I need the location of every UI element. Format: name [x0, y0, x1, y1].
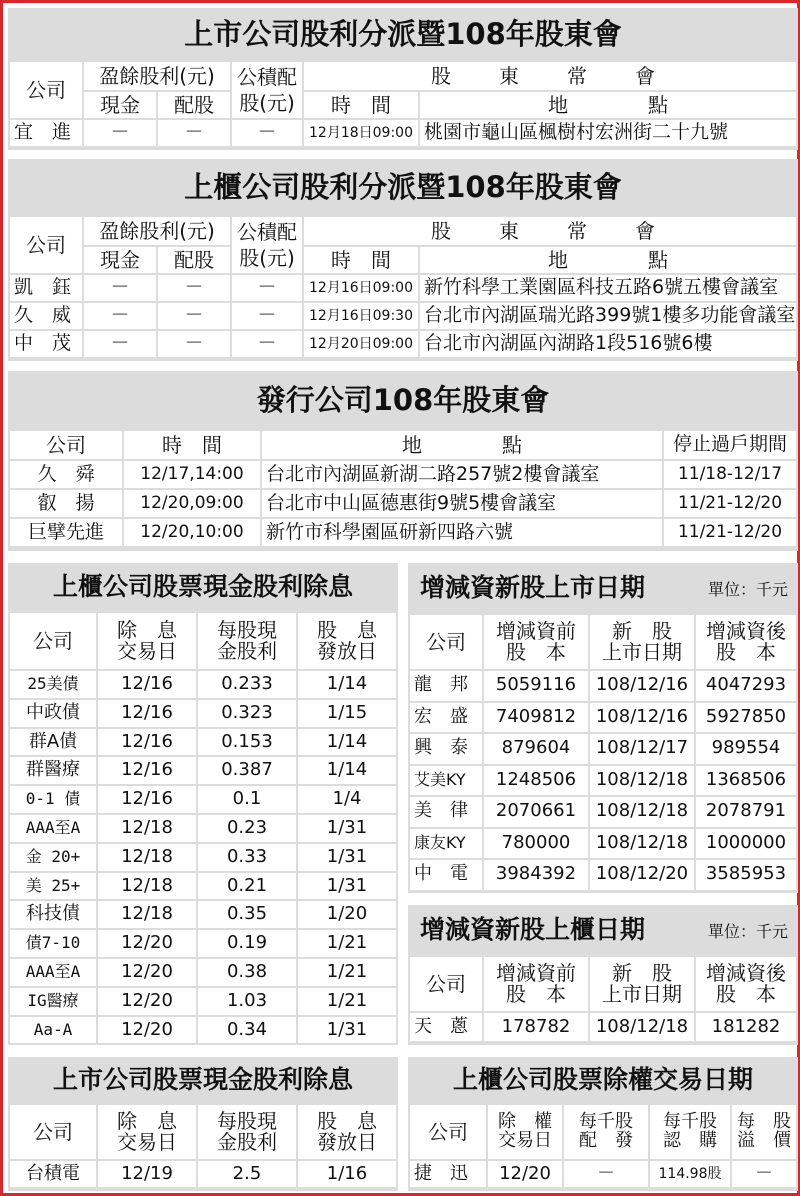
table-row — [10, 988, 396, 1015]
company-name: 中 電 — [410, 860, 482, 890]
meeting-time: 12月20日09:00 — [304, 331, 418, 357]
table-row — [10, 729, 396, 756]
header-company: 公司 — [410, 957, 482, 1011]
listed-meetings-section — [8, 8, 798, 150]
cash-value: － — [84, 303, 156, 329]
meeting-time: 12月16日09:30 — [304, 303, 418, 329]
header-before: 增減資前 股 本 — [484, 615, 588, 669]
company-name: AAA至A — [10, 815, 96, 842]
header-capital-reserve: 公積配股(元) — [232, 62, 302, 118]
table-row — [10, 757, 396, 784]
table-row — [410, 1013, 796, 1041]
capital-before: 3984392 — [484, 860, 588, 890]
dps-value: 0.233 — [198, 671, 296, 698]
table-row — [410, 829, 796, 859]
meeting-time: 12/17,14:00 — [124, 461, 260, 488]
table-row — [10, 331, 796, 357]
table-row — [10, 815, 396, 842]
table-row — [10, 490, 796, 517]
header-pay-date: 股 息 發放日 — [298, 1105, 396, 1159]
header-pay-date: 股 息 發放日 — [298, 613, 396, 669]
ex-date: 12/20 — [98, 930, 196, 957]
stock-value: － — [158, 303, 230, 329]
ex-date: 12/18 — [98, 901, 196, 928]
dps-value: 0.1 — [198, 786, 296, 813]
halt-period: 11/18-12/17 — [664, 461, 796, 488]
pay-date: 1/15 — [298, 700, 396, 727]
otc-cash-dividend-section — [8, 563, 398, 1045]
header-stock: 配股 — [158, 247, 230, 273]
listing-date: 108/12/16 — [590, 671, 694, 701]
ex-rights-date: 12/20 — [488, 1161, 562, 1187]
meeting-place: 台北市中山區德惠街9號5樓會議室 — [262, 490, 662, 517]
company-name: 美 律 — [410, 797, 482, 827]
table-row — [10, 901, 396, 928]
company-name: 美 25+ — [10, 873, 96, 900]
dps-value: 0.387 — [198, 757, 296, 784]
otc-rights-table — [408, 1103, 798, 1189]
header-company: 公司 — [10, 431, 122, 459]
stock-value: － — [158, 120, 230, 146]
company-name: 捷 迅 — [410, 1161, 486, 1187]
header-time: 時 間 — [124, 431, 260, 459]
header-after: 增減資後 股 本 — [696, 615, 796, 669]
header-company: 公司 — [410, 1105, 486, 1159]
company-name: 科技債 — [10, 901, 96, 928]
header-earnings-dividend: 盈餘股利(元) — [84, 62, 230, 90]
dps-value: 1.03 — [198, 988, 296, 1015]
header-ex-date: 除 息 交易日 — [98, 613, 196, 669]
table-row — [410, 797, 796, 827]
meeting-place: 新竹市科學園區研新四路六號 — [262, 519, 662, 546]
header-subscription: 每千股 認 購 — [650, 1105, 730, 1159]
ex-date: 12/16 — [98, 786, 196, 813]
company-name: 0-1 債 — [10, 786, 96, 813]
ex-date: 12/19 — [98, 1161, 196, 1187]
header-place: 地 點 — [262, 431, 662, 459]
company-name: 艾美KY — [410, 766, 482, 796]
table-row — [10, 120, 796, 146]
header-date: 新 股 上市日期 — [590, 957, 694, 1011]
company-name: 叡 揚 — [10, 490, 122, 517]
pay-date: 1/14 — [298, 729, 396, 756]
company-name: 宏 盛 — [410, 703, 482, 733]
header-company: 公司 — [10, 62, 82, 118]
ex-date: 12/16 — [98, 700, 196, 727]
table-row — [10, 671, 396, 698]
stock-value: － — [158, 331, 230, 357]
company-name: 久 威 — [10, 303, 82, 329]
capital-after: 4047293 — [696, 671, 796, 701]
header-company: 公司 — [10, 1105, 96, 1159]
company-name: AAA至A — [10, 959, 96, 986]
header-company: 公司 — [10, 613, 96, 669]
ex-date: 12/16 — [98, 671, 196, 698]
capital-after: 1000000 — [696, 829, 796, 859]
ex-date: 12/18 — [98, 873, 196, 900]
company-name: 康友KY — [410, 829, 482, 859]
listing-date: 108/12/18 — [590, 829, 694, 859]
meeting-time: 12/20,09:00 — [124, 490, 260, 517]
dps-value: 0.323 — [198, 700, 296, 727]
header-cash: 現金 — [84, 247, 156, 273]
otc-rights-section — [408, 1057, 798, 1191]
header-place: 地 點 — [420, 92, 796, 118]
issuer-meetings-table — [8, 429, 798, 548]
header-ex-date: 除 息 交易日 — [98, 1105, 196, 1159]
ex-date: 12/16 — [98, 757, 196, 784]
table-row — [410, 766, 796, 796]
table-row — [10, 786, 396, 813]
section-title: 增減資新股上市日期 單位：千元 — [408, 563, 798, 613]
header-meeting: 股 東 常 會 — [304, 62, 796, 90]
meeting-place: 台北市內湖區瑞光路399號1樓多功能會議室 — [420, 303, 796, 329]
section-title: 增減資新股上櫃日期 單位：千元 — [408, 905, 798, 955]
listing-date: 108/12/16 — [590, 703, 694, 733]
issuer-meetings-section — [8, 371, 798, 551]
dps-value: 0.38 — [198, 959, 296, 986]
pay-date: 1/31 — [298, 1017, 396, 1044]
header-company: 公司 — [10, 217, 82, 273]
listing-date: 108/12/18 — [590, 797, 694, 827]
listing-date: 108/12/17 — [590, 734, 694, 764]
company-name: 龍 邦 — [410, 671, 482, 701]
pay-date: 1/31 — [298, 873, 396, 900]
listed-capital-change-table — [408, 613, 798, 892]
table-row — [10, 461, 796, 488]
cash-value: － — [84, 331, 156, 357]
pay-date: 1/21 — [298, 959, 396, 986]
header-stock: 配股 — [158, 92, 230, 118]
capital-before: 1248506 — [484, 766, 588, 796]
dps-value: 0.153 — [198, 729, 296, 756]
header-after: 增減資後 股 本 — [696, 957, 796, 1011]
pay-date: 1/20 — [298, 901, 396, 928]
halt-period: 11/21-12/20 — [664, 519, 796, 546]
table-row — [10, 519, 796, 546]
ex-date: 12/20 — [98, 988, 196, 1015]
table-row — [10, 303, 796, 329]
header-cash: 現金 — [84, 92, 156, 118]
company-name: 興 泰 — [410, 734, 482, 764]
reserve-value: － — [232, 275, 302, 301]
pay-date: 1/21 — [298, 988, 396, 1015]
capital-before: 178782 — [484, 1013, 588, 1041]
header-earnings-dividend: 盈餘股利(元) — [84, 217, 230, 245]
section-title: 發行公司108年股東會 — [256, 383, 550, 417]
meeting-time: 12月16日09:00 — [304, 275, 418, 301]
meeting-time: 12/20,10:00 — [124, 519, 260, 546]
header-dps: 每股現 金股利 — [198, 613, 296, 669]
pay-date: 1/14 — [298, 671, 396, 698]
table-row — [10, 700, 396, 727]
allocation-value: － — [564, 1161, 648, 1187]
ex-date: 12/20 — [98, 959, 196, 986]
table-row — [410, 671, 796, 701]
company-name: 巨擘先進 — [10, 519, 122, 546]
reserve-value: － — [232, 303, 302, 329]
pay-date: 1/21 — [298, 930, 396, 957]
subscription-value: 114.98股 — [650, 1161, 730, 1187]
table-row — [410, 734, 796, 764]
ex-date: 12/16 — [98, 729, 196, 756]
ex-date: 12/20 — [98, 1017, 196, 1044]
dps-value: 0.19 — [198, 930, 296, 957]
table-row — [410, 703, 796, 733]
otc-capital-change-section — [408, 905, 798, 1045]
capital-after: 5927850 — [696, 703, 796, 733]
capital-after: 3585953 — [696, 860, 796, 890]
reserve-value: － — [232, 120, 302, 146]
halt-period: 11/21-12/20 — [664, 490, 796, 517]
header-company: 公司 — [410, 615, 482, 669]
dps-value: 2.5 — [198, 1161, 296, 1187]
header-dps: 每股現 金股利 — [198, 1105, 296, 1159]
capital-after: 181282 — [696, 1013, 796, 1041]
listing-date: 108/12/20 — [590, 860, 694, 890]
header-capital-reserve: 公積配股(元) — [232, 217, 302, 273]
otc-meetings-table — [8, 215, 798, 359]
header-place: 地 點 — [420, 247, 796, 273]
listed-meetings-table — [8, 60, 798, 148]
dps-value: 0.33 — [198, 844, 296, 871]
company-name: Aa-A — [10, 1017, 96, 1044]
header-before: 增減資前 股 本 — [484, 957, 588, 1011]
company-name: 中 茂 — [10, 331, 82, 357]
listed-cash-dividend-section — [8, 1057, 398, 1191]
meeting-place: 桃園市龜山區楓樹村宏洲街二十九號 — [420, 120, 796, 146]
stock-value: － — [158, 275, 230, 301]
table-row — [10, 844, 396, 871]
header-allocation: 每千股 配 發 — [564, 1105, 648, 1159]
table-row — [10, 1161, 396, 1187]
header-date: 新 股 上市日期 — [590, 615, 694, 669]
ex-date: 12/18 — [98, 815, 196, 842]
dps-value: 0.35 — [198, 901, 296, 928]
meeting-time: 12月18日09:00 — [304, 120, 418, 146]
cash-value: － — [84, 120, 156, 146]
otc-cash-dividend-table — [8, 611, 398, 1045]
capital-before: 5059116 — [484, 671, 588, 701]
company-name: 群A債 — [10, 729, 96, 756]
capital-before: 879604 — [484, 734, 588, 764]
capital-before: 780000 — [484, 829, 588, 859]
section-title: 上櫃公司股票現金股利除息 — [52, 572, 353, 601]
header-ex-rights: 除 權 交易日 — [488, 1105, 562, 1159]
company-name: 台積電 — [10, 1161, 96, 1187]
header-time: 時 間 — [304, 247, 418, 273]
table-row — [410, 1161, 796, 1187]
company-name: IG醫療 — [10, 988, 96, 1015]
header-meeting: 股 東 常 會 — [304, 217, 796, 245]
header-time: 時 間 — [304, 92, 418, 118]
section-title: 上櫃公司股票除權交易日期 — [452, 1065, 753, 1094]
pay-date: 1/4 — [298, 786, 396, 813]
company-name: 凱 鈺 — [10, 275, 82, 301]
meeting-place: 台北市內湖區內湖路1段516號6樓 — [420, 331, 796, 357]
listing-date: 108/12/18 — [590, 1013, 694, 1041]
otc-meetings-section — [8, 159, 798, 361]
company-name: 天 蔥 — [410, 1013, 482, 1041]
pay-date: 1/31 — [298, 844, 396, 871]
dps-value: 0.21 — [198, 873, 296, 900]
company-name: 金 20+ — [10, 844, 96, 871]
meeting-place: 新竹科學工業園區科技五路6號五樓會議室 — [420, 275, 796, 301]
reserve-value: － — [232, 331, 302, 357]
table-row — [10, 1017, 396, 1044]
meeting-place: 台北市內湖區新湖二路257號2樓會議室 — [262, 461, 662, 488]
company-name: 中政債 — [10, 700, 96, 727]
table-row — [410, 860, 796, 890]
company-name: 25美債 — [10, 671, 96, 698]
section-title: 上市公司股利分派暨108年股東會 — [184, 17, 622, 51]
header-premium: 每 股 溢 價 — [732, 1105, 796, 1159]
premium-value: － — [732, 1161, 796, 1187]
listed-cash-dividend-table — [8, 1103, 398, 1189]
pay-date: 1/16 — [298, 1161, 396, 1187]
company-name: 宜 進 — [10, 120, 82, 146]
pay-date: 1/14 — [298, 757, 396, 784]
ex-date: 12/18 — [98, 844, 196, 871]
table-row — [10, 959, 396, 986]
table-row — [10, 275, 796, 301]
dps-value: 0.34 — [198, 1017, 296, 1044]
table-row — [10, 873, 396, 900]
listed-capital-change-section — [408, 563, 798, 893]
unit-label: 單位：千元 — [707, 922, 788, 941]
capital-after: 989554 — [696, 734, 796, 764]
pay-date: 1/31 — [298, 815, 396, 842]
section-title: 上市公司股票現金股利除息 — [52, 1065, 353, 1094]
otc-capital-change-table — [408, 955, 798, 1043]
listing-date: 108/12/18 — [590, 766, 694, 796]
table-row — [10, 930, 396, 957]
company-name: 群醫療 — [10, 757, 96, 784]
capital-before: 2070661 — [484, 797, 588, 827]
company-name: 久 舜 — [10, 461, 122, 488]
capital-before: 7409812 — [484, 703, 588, 733]
header-halt: 停止過戶期間 — [664, 431, 796, 459]
company-name: 債7-10 — [10, 930, 96, 957]
capital-after: 1368506 — [696, 766, 796, 796]
cash-value: － — [84, 275, 156, 301]
capital-after: 2078791 — [696, 797, 796, 827]
dps-value: 0.23 — [198, 815, 296, 842]
unit-label: 單位：千元 — [707, 580, 788, 599]
section-title: 上櫃公司股利分派暨108年股東會 — [184, 170, 622, 204]
